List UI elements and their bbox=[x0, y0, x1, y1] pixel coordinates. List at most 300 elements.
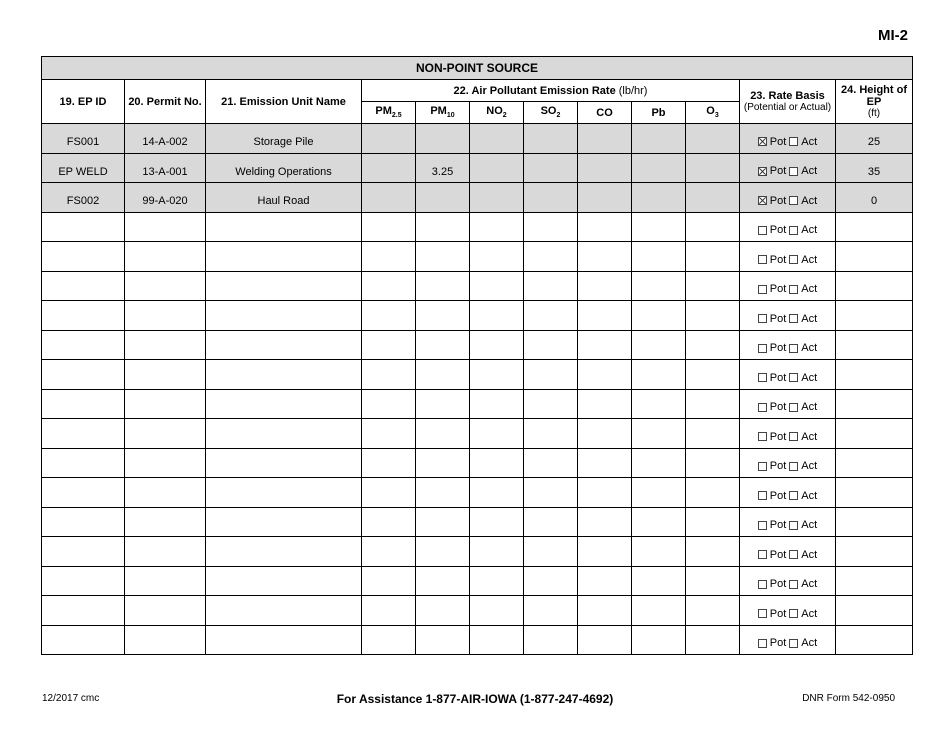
permit-no-cell[interactable] bbox=[125, 389, 206, 419]
emission-rate-cell[interactable] bbox=[578, 242, 632, 272]
header-emission-rate bbox=[362, 80, 740, 102]
potential-checkbox[interactable] bbox=[758, 255, 767, 264]
potential-checkbox[interactable] bbox=[758, 609, 767, 618]
emission-rate-cell[interactable] bbox=[686, 360, 740, 390]
unit-name-cell[interactable] bbox=[206, 360, 362, 390]
emission-rate-cell[interactable] bbox=[632, 566, 686, 596]
table-row bbox=[42, 212, 913, 242]
emission-rate-cell[interactable] bbox=[578, 448, 632, 478]
emission-rate-cell[interactable] bbox=[416, 212, 470, 242]
table-row bbox=[42, 124, 913, 154]
emission-rate-cell[interactable] bbox=[686, 448, 740, 478]
emission-rate-cell[interactable] bbox=[524, 124, 578, 154]
emission-rate-cell[interactable] bbox=[470, 625, 524, 655]
emission-rate-cell[interactable] bbox=[416, 360, 470, 390]
emission-rate-cell[interactable] bbox=[416, 301, 470, 331]
height-cell[interactable] bbox=[836, 507, 913, 537]
footer-date-code: 12/2017 cmc bbox=[42, 693, 100, 704]
permit-no-cell[interactable] bbox=[125, 478, 206, 508]
unit-name-cell[interactable] bbox=[206, 389, 362, 419]
potential-label: Pot bbox=[769, 165, 787, 177]
header-pollutant bbox=[632, 102, 686, 124]
emission-rate-cell[interactable] bbox=[524, 389, 578, 419]
emission-rate-cell[interactable] bbox=[470, 330, 524, 360]
emission-rate-cell[interactable] bbox=[524, 478, 578, 508]
height-cell[interactable] bbox=[836, 242, 913, 272]
emission-rate-cell[interactable] bbox=[524, 566, 578, 596]
potential-checkbox[interactable] bbox=[758, 373, 767, 382]
unit-name-cell[interactable] bbox=[206, 419, 362, 449]
actual-checkbox[interactable] bbox=[789, 521, 798, 530]
emission-rate-cell[interactable] bbox=[632, 389, 686, 419]
emission-rate-cell[interactable] bbox=[632, 153, 686, 183]
permit-no-cell[interactable] bbox=[125, 330, 206, 360]
emission-rate-cell[interactable] bbox=[362, 271, 416, 301]
emission-rate-cell[interactable] bbox=[578, 596, 632, 626]
emission-rate-cell[interactable] bbox=[632, 330, 686, 360]
emission-rate-cell[interactable] bbox=[686, 419, 740, 449]
potential-label: Pot bbox=[769, 224, 787, 236]
emission-rate-cell[interactable] bbox=[470, 507, 524, 537]
emission-rate-cell[interactable] bbox=[524, 153, 578, 183]
actual-label: Act bbox=[801, 607, 818, 620]
emission-rate-cell[interactable] bbox=[524, 537, 578, 567]
permit-no-cell[interactable] bbox=[125, 360, 206, 390]
actual-checkbox[interactable] bbox=[789, 373, 798, 382]
rate-basis-cell bbox=[740, 301, 836, 331]
footer-form-number: DNR Form 542-0950 bbox=[802, 693, 895, 704]
ep-id-cell[interactable] bbox=[42, 596, 125, 626]
emission-rate-cell[interactable] bbox=[470, 389, 524, 419]
emission-rate-cell[interactable] bbox=[416, 625, 470, 655]
permit-no-cell[interactable] bbox=[125, 242, 206, 272]
emission-rate-cell[interactable] bbox=[632, 271, 686, 301]
height-cell[interactable] bbox=[836, 537, 913, 567]
actual-label: Act bbox=[801, 312, 818, 325]
emission-rate-cell[interactable] bbox=[470, 448, 524, 478]
height-cell[interactable] bbox=[836, 625, 913, 655]
unit-name-cell[interactable] bbox=[206, 507, 362, 537]
actual-checkbox[interactable] bbox=[789, 580, 798, 589]
emission-rate-cell[interactable] bbox=[578, 566, 632, 596]
actual-checkbox[interactable] bbox=[789, 285, 798, 294]
pollutant-subscript: 2.5 bbox=[391, 112, 402, 120]
header-pollutant bbox=[578, 102, 632, 124]
pollutant-subscript: 2 bbox=[502, 112, 507, 120]
potential-checkbox[interactable] bbox=[758, 432, 767, 441]
unit-name-cell[interactable] bbox=[206, 153, 362, 183]
emission-rate-cell[interactable] bbox=[524, 360, 578, 390]
actual-checkbox[interactable] bbox=[789, 314, 798, 323]
emission-rate-cell[interactable] bbox=[470, 124, 524, 154]
emission-rate-cell[interactable] bbox=[362, 183, 416, 213]
potential-label: Pot bbox=[769, 460, 787, 472]
emission-rate-cell[interactable] bbox=[632, 596, 686, 626]
emission-rate-cell[interactable] bbox=[416, 507, 470, 537]
rate-basis-cell bbox=[740, 625, 836, 655]
emission-rate-cell[interactable] bbox=[632, 124, 686, 154]
height-cell-value: 35 bbox=[867, 165, 881, 178]
ep-id-cell[interactable] bbox=[42, 183, 125, 213]
actual-label: Act bbox=[801, 194, 818, 207]
rate-basis-cell bbox=[740, 448, 836, 478]
potential-checkbox[interactable] bbox=[758, 491, 767, 500]
ep-id-cell[interactable] bbox=[42, 271, 125, 301]
actual-checkbox[interactable] bbox=[789, 403, 798, 412]
emission-rate-cell[interactable] bbox=[686, 242, 740, 272]
permit-no-cell[interactable] bbox=[125, 507, 206, 537]
potential-label: Pot bbox=[769, 548, 787, 561]
header-emission-rate-unit: (lb/hr) bbox=[618, 84, 648, 97]
potential-checkbox[interactable] bbox=[758, 462, 767, 471]
unit-name-cell[interactable] bbox=[206, 625, 362, 655]
emission-rate-cell[interactable] bbox=[362, 124, 416, 154]
emission-rate-cell[interactable] bbox=[362, 566, 416, 596]
permit-no-cell[interactable] bbox=[125, 183, 206, 213]
header-pollutant bbox=[524, 102, 578, 124]
height-cell[interactable] bbox=[836, 448, 913, 478]
height-cell[interactable] bbox=[836, 271, 913, 301]
emission-rate-cell[interactable] bbox=[578, 389, 632, 419]
emission-rate-cell[interactable] bbox=[362, 537, 416, 567]
actual-checkbox[interactable] bbox=[789, 550, 798, 559]
emission-rate-cell[interactable] bbox=[362, 330, 416, 360]
permit-no-cell-value: 13-A-001 bbox=[142, 165, 188, 178]
emission-rate-cell[interactable] bbox=[470, 537, 524, 567]
emission-rate-cell[interactable] bbox=[632, 183, 686, 213]
unit-name-cell[interactable] bbox=[206, 124, 362, 154]
rate-basis-cell bbox=[740, 330, 836, 360]
ep-id-cell[interactable] bbox=[42, 360, 125, 390]
height-cell[interactable] bbox=[836, 566, 913, 596]
emission-rate-cell[interactable] bbox=[470, 419, 524, 449]
unit-name-cell[interactable] bbox=[206, 330, 362, 360]
emission-rate-cell[interactable] bbox=[686, 271, 740, 301]
emission-rate-cell[interactable] bbox=[578, 507, 632, 537]
unit-name-cell-value: Welding Operations bbox=[235, 165, 332, 178]
ep-id-cell[interactable] bbox=[42, 212, 125, 242]
ep-id-cell[interactable] bbox=[42, 389, 125, 419]
header-pollutant bbox=[416, 102, 470, 124]
permit-no-cell[interactable] bbox=[125, 625, 206, 655]
emission-rate-cell[interactable] bbox=[632, 448, 686, 478]
table-row bbox=[42, 330, 913, 360]
potential-label: Pot bbox=[769, 253, 787, 266]
unit-name-cell[interactable] bbox=[206, 537, 362, 567]
emission-rate-cell[interactable] bbox=[524, 419, 578, 449]
actual-checkbox[interactable] bbox=[789, 462, 798, 471]
permit-no-cell[interactable] bbox=[125, 153, 206, 183]
height-cell[interactable] bbox=[836, 212, 913, 242]
emission-rate-cell[interactable] bbox=[362, 625, 416, 655]
table-row bbox=[42, 153, 913, 183]
emission-rate-cell[interactable] bbox=[578, 153, 632, 183]
permit-no-cell[interactable] bbox=[125, 596, 206, 626]
emission-rate-cell[interactable] bbox=[362, 389, 416, 419]
emission-rate-cell[interactable] bbox=[524, 271, 578, 301]
height-cell[interactable] bbox=[836, 124, 913, 154]
emission-rate-cell[interactable] bbox=[632, 419, 686, 449]
emission-rate-cell[interactable] bbox=[578, 212, 632, 242]
emission-rate-cell[interactable] bbox=[686, 212, 740, 242]
emission-rate-cell[interactable] bbox=[416, 566, 470, 596]
ep-id-cell[interactable] bbox=[42, 537, 125, 567]
header-height bbox=[836, 80, 913, 124]
table-row bbox=[42, 448, 913, 478]
emission-rate-cell[interactable] bbox=[524, 507, 578, 537]
actual-label: Act bbox=[801, 342, 818, 354]
ep-id-cell[interactable] bbox=[42, 153, 125, 183]
emission-rate-cell[interactable] bbox=[416, 153, 470, 183]
potential-checkbox[interactable] bbox=[758, 550, 767, 559]
emission-rate-cell[interactable] bbox=[416, 124, 470, 154]
emission-rate-cell[interactable] bbox=[362, 419, 416, 449]
unit-name-cell-value: Haul Road bbox=[257, 195, 310, 208]
potential-label: Pot bbox=[769, 519, 787, 531]
emission-rate-cell[interactable] bbox=[416, 271, 470, 301]
height-cell[interactable] bbox=[836, 389, 913, 419]
rate-basis-cell bbox=[740, 271, 836, 301]
potential-label: Pot bbox=[769, 371, 787, 384]
emission-rate-cell[interactable] bbox=[686, 389, 740, 419]
emission-rate-cell[interactable] bbox=[632, 478, 686, 508]
emission-rate-cell[interactable] bbox=[470, 478, 524, 508]
section-title: NON-POINT SOURCE bbox=[42, 57, 913, 80]
permit-no-cell[interactable] bbox=[125, 212, 206, 242]
actual-checkbox[interactable] bbox=[789, 491, 798, 500]
unit-name-cell[interactable] bbox=[206, 271, 362, 301]
potential-label: Pot bbox=[769, 401, 787, 413]
emission-rate-cell[interactable] bbox=[524, 212, 578, 242]
ep-id-cell-value: FS001 bbox=[66, 136, 100, 149]
permit-no-cell[interactable] bbox=[125, 419, 206, 449]
emission-rate-cell[interactable] bbox=[470, 212, 524, 242]
rate-basis-cell bbox=[740, 507, 836, 537]
emission-rate-cell[interactable] bbox=[686, 478, 740, 508]
emission-rate-cell[interactable] bbox=[686, 183, 740, 213]
emission-rate-cell[interactable] bbox=[362, 478, 416, 508]
emission-rate-cell[interactable] bbox=[524, 448, 578, 478]
emission-rate-cell[interactable] bbox=[632, 360, 686, 390]
ep-id-cell[interactable] bbox=[42, 507, 125, 537]
emission-rate-cell[interactable] bbox=[362, 507, 416, 537]
emission-rate-cell[interactable] bbox=[686, 596, 740, 626]
emission-rate-cell[interactable] bbox=[416, 448, 470, 478]
potential-checkbox[interactable] bbox=[758, 285, 767, 294]
emission-rate-cell[interactable] bbox=[416, 419, 470, 449]
unit-name-cell[interactable] bbox=[206, 242, 362, 272]
ep-id-cell[interactable] bbox=[42, 625, 125, 655]
permit-no-cell[interactable] bbox=[125, 566, 206, 596]
actual-label: Act bbox=[801, 135, 818, 148]
rate-basis-cell bbox=[740, 389, 836, 419]
ep-id-cell[interactable] bbox=[42, 448, 125, 478]
potential-checkbox[interactable] bbox=[758, 403, 767, 412]
emission-rate-cell[interactable] bbox=[686, 625, 740, 655]
ep-id-cell[interactable] bbox=[42, 242, 125, 272]
emission-rate-cell[interactable] bbox=[416, 478, 470, 508]
ep-id-cell[interactable] bbox=[42, 301, 125, 331]
emission-rate-cell[interactable] bbox=[686, 124, 740, 154]
pollutant-symbol: O bbox=[706, 105, 715, 118]
ep-id-cell[interactable] bbox=[42, 566, 125, 596]
actual-checkbox[interactable] bbox=[789, 167, 798, 176]
permit-no-cell[interactable] bbox=[125, 271, 206, 301]
emission-rate-cell[interactable] bbox=[524, 183, 578, 213]
emission-rate-cell[interactable] bbox=[578, 271, 632, 301]
emission-rate-cell[interactable] bbox=[362, 301, 416, 331]
emission-rate-cell[interactable] bbox=[524, 330, 578, 360]
header-pollutant bbox=[686, 102, 740, 124]
emission-rate-cell-value: 3.25 bbox=[431, 165, 454, 178]
actual-checkbox[interactable] bbox=[789, 196, 798, 205]
emission-rate-cell[interactable] bbox=[416, 389, 470, 419]
table-row bbox=[42, 183, 913, 213]
pollutant-symbol: PM bbox=[375, 105, 392, 118]
emission-rate-cell[interactable] bbox=[362, 153, 416, 183]
actual-checkbox[interactable] bbox=[789, 639, 798, 648]
emission-rate-cell[interactable] bbox=[686, 566, 740, 596]
table-row bbox=[42, 537, 913, 567]
emission-rate-cell[interactable] bbox=[362, 242, 416, 272]
rate-basis-options bbox=[758, 254, 817, 266]
emission-rate-cell[interactable] bbox=[686, 537, 740, 567]
emission-rate-cell[interactable] bbox=[578, 301, 632, 331]
table-row bbox=[42, 596, 913, 626]
emission-rate-cell[interactable] bbox=[362, 360, 416, 390]
height-cell[interactable] bbox=[836, 478, 913, 508]
height-cell[interactable] bbox=[836, 330, 913, 360]
rate-basis-cell bbox=[740, 183, 836, 213]
emission-rate-cell[interactable] bbox=[578, 330, 632, 360]
emission-rate-cell[interactable] bbox=[686, 507, 740, 537]
emission-rate-cell[interactable] bbox=[524, 596, 578, 626]
emission-rate-cell[interactable] bbox=[470, 596, 524, 626]
permit-no-cell-value: 14-A-002 bbox=[142, 136, 188, 149]
unit-name-cell[interactable] bbox=[206, 478, 362, 508]
height-cell[interactable] bbox=[836, 419, 913, 449]
potential-checkbox[interactable] bbox=[758, 639, 767, 648]
unit-name-cell[interactable] bbox=[206, 566, 362, 596]
emission-rate-cell[interactable] bbox=[578, 478, 632, 508]
emission-rate-cell[interactable] bbox=[686, 301, 740, 331]
actual-label: Act bbox=[801, 253, 818, 266]
potential-checkbox[interactable] bbox=[758, 521, 767, 530]
potential-checkbox[interactable] bbox=[758, 167, 767, 176]
emission-rate-cell[interactable] bbox=[632, 625, 686, 655]
ep-id-cell[interactable] bbox=[42, 330, 125, 360]
pollutant-subscript: 10 bbox=[446, 112, 455, 120]
potential-checkbox[interactable] bbox=[758, 226, 767, 235]
actual-checkbox[interactable] bbox=[789, 344, 798, 353]
emission-rate-cell[interactable] bbox=[632, 507, 686, 537]
actual-checkbox[interactable] bbox=[789, 255, 798, 264]
actual-checkbox[interactable] bbox=[789, 137, 798, 146]
emission-rate-cell[interactable] bbox=[578, 183, 632, 213]
actual-label: Act bbox=[801, 489, 818, 502]
unit-name-cell[interactable] bbox=[206, 212, 362, 242]
rate-basis-cell bbox=[740, 212, 836, 242]
ep-id-cell[interactable] bbox=[42, 124, 125, 154]
rate-basis-cell bbox=[740, 360, 836, 390]
emission-rate-cell[interactable] bbox=[632, 242, 686, 272]
actual-checkbox[interactable] bbox=[789, 432, 798, 441]
emission-rate-cell[interactable] bbox=[578, 625, 632, 655]
emission-rate-cell[interactable] bbox=[470, 242, 524, 272]
emission-rate-cell[interactable] bbox=[470, 360, 524, 390]
table-row bbox=[42, 478, 913, 508]
emission-rate-cell[interactable] bbox=[470, 301, 524, 331]
actual-checkbox[interactable] bbox=[789, 609, 798, 618]
potential-checkbox[interactable] bbox=[758, 137, 767, 146]
emission-rate-cell[interactable] bbox=[470, 183, 524, 213]
unit-name-cell[interactable] bbox=[206, 448, 362, 478]
emission-rate-cell[interactable] bbox=[578, 360, 632, 390]
permit-no-cell[interactable] bbox=[125, 448, 206, 478]
unit-name-cell[interactable] bbox=[206, 301, 362, 331]
emission-rate-cell[interactable] bbox=[362, 212, 416, 242]
ep-id-cell[interactable] bbox=[42, 419, 125, 449]
emission-rate-cell[interactable] bbox=[578, 419, 632, 449]
potential-checkbox[interactable] bbox=[758, 196, 767, 205]
emission-rate-cell[interactable] bbox=[686, 153, 740, 183]
permit-no-cell[interactable] bbox=[125, 124, 206, 154]
emission-rate-cell[interactable] bbox=[416, 242, 470, 272]
emission-rate-cell[interactable] bbox=[416, 330, 470, 360]
ep-id-cell[interactable] bbox=[42, 478, 125, 508]
emission-rate-cell[interactable] bbox=[524, 242, 578, 272]
potential-label: Pot bbox=[769, 283, 787, 295]
emission-rate-cell[interactable] bbox=[362, 596, 416, 626]
emission-rate-cell[interactable] bbox=[632, 301, 686, 331]
emission-rate-cell[interactable] bbox=[362, 448, 416, 478]
emission-rate-cell[interactable] bbox=[416, 596, 470, 626]
emission-rate-cell[interactable] bbox=[416, 183, 470, 213]
unit-name-cell[interactable] bbox=[206, 183, 362, 213]
height-cell[interactable] bbox=[836, 183, 913, 213]
header-pollutant bbox=[362, 102, 416, 124]
emission-rate-cell[interactable] bbox=[524, 301, 578, 331]
emission-rate-cell[interactable] bbox=[470, 566, 524, 596]
potential-checkbox[interactable] bbox=[758, 580, 767, 589]
emission-rate-cell[interactable] bbox=[524, 625, 578, 655]
height-cell[interactable] bbox=[836, 596, 913, 626]
actual-label: Act bbox=[801, 283, 818, 295]
potential-checkbox[interactable] bbox=[758, 314, 767, 323]
permit-no-cell[interactable] bbox=[125, 537, 206, 567]
emission-rate-cell[interactable] bbox=[470, 153, 524, 183]
rate-basis-options bbox=[758, 608, 817, 620]
height-cell[interactable] bbox=[836, 301, 913, 331]
table-row bbox=[42, 242, 913, 272]
potential-checkbox[interactable] bbox=[758, 344, 767, 353]
emission-rate-cell[interactable] bbox=[632, 212, 686, 242]
emission-rate-cell[interactable] bbox=[578, 537, 632, 567]
emission-rate-cell[interactable] bbox=[470, 271, 524, 301]
emission-rate-cell[interactable] bbox=[416, 537, 470, 567]
permit-no-cell[interactable] bbox=[125, 301, 206, 331]
height-cell-value: 0 bbox=[870, 195, 878, 208]
emission-rate-cell[interactable] bbox=[632, 537, 686, 567]
emission-rate-cell[interactable] bbox=[578, 124, 632, 154]
unit-name-cell[interactable] bbox=[206, 596, 362, 626]
actual-checkbox[interactable] bbox=[789, 226, 798, 235]
height-cell[interactable] bbox=[836, 153, 913, 183]
height-cell[interactable] bbox=[836, 360, 913, 390]
actual-label: Act bbox=[801, 371, 818, 384]
emission-rate-cell[interactable] bbox=[686, 330, 740, 360]
table-row bbox=[42, 301, 913, 331]
